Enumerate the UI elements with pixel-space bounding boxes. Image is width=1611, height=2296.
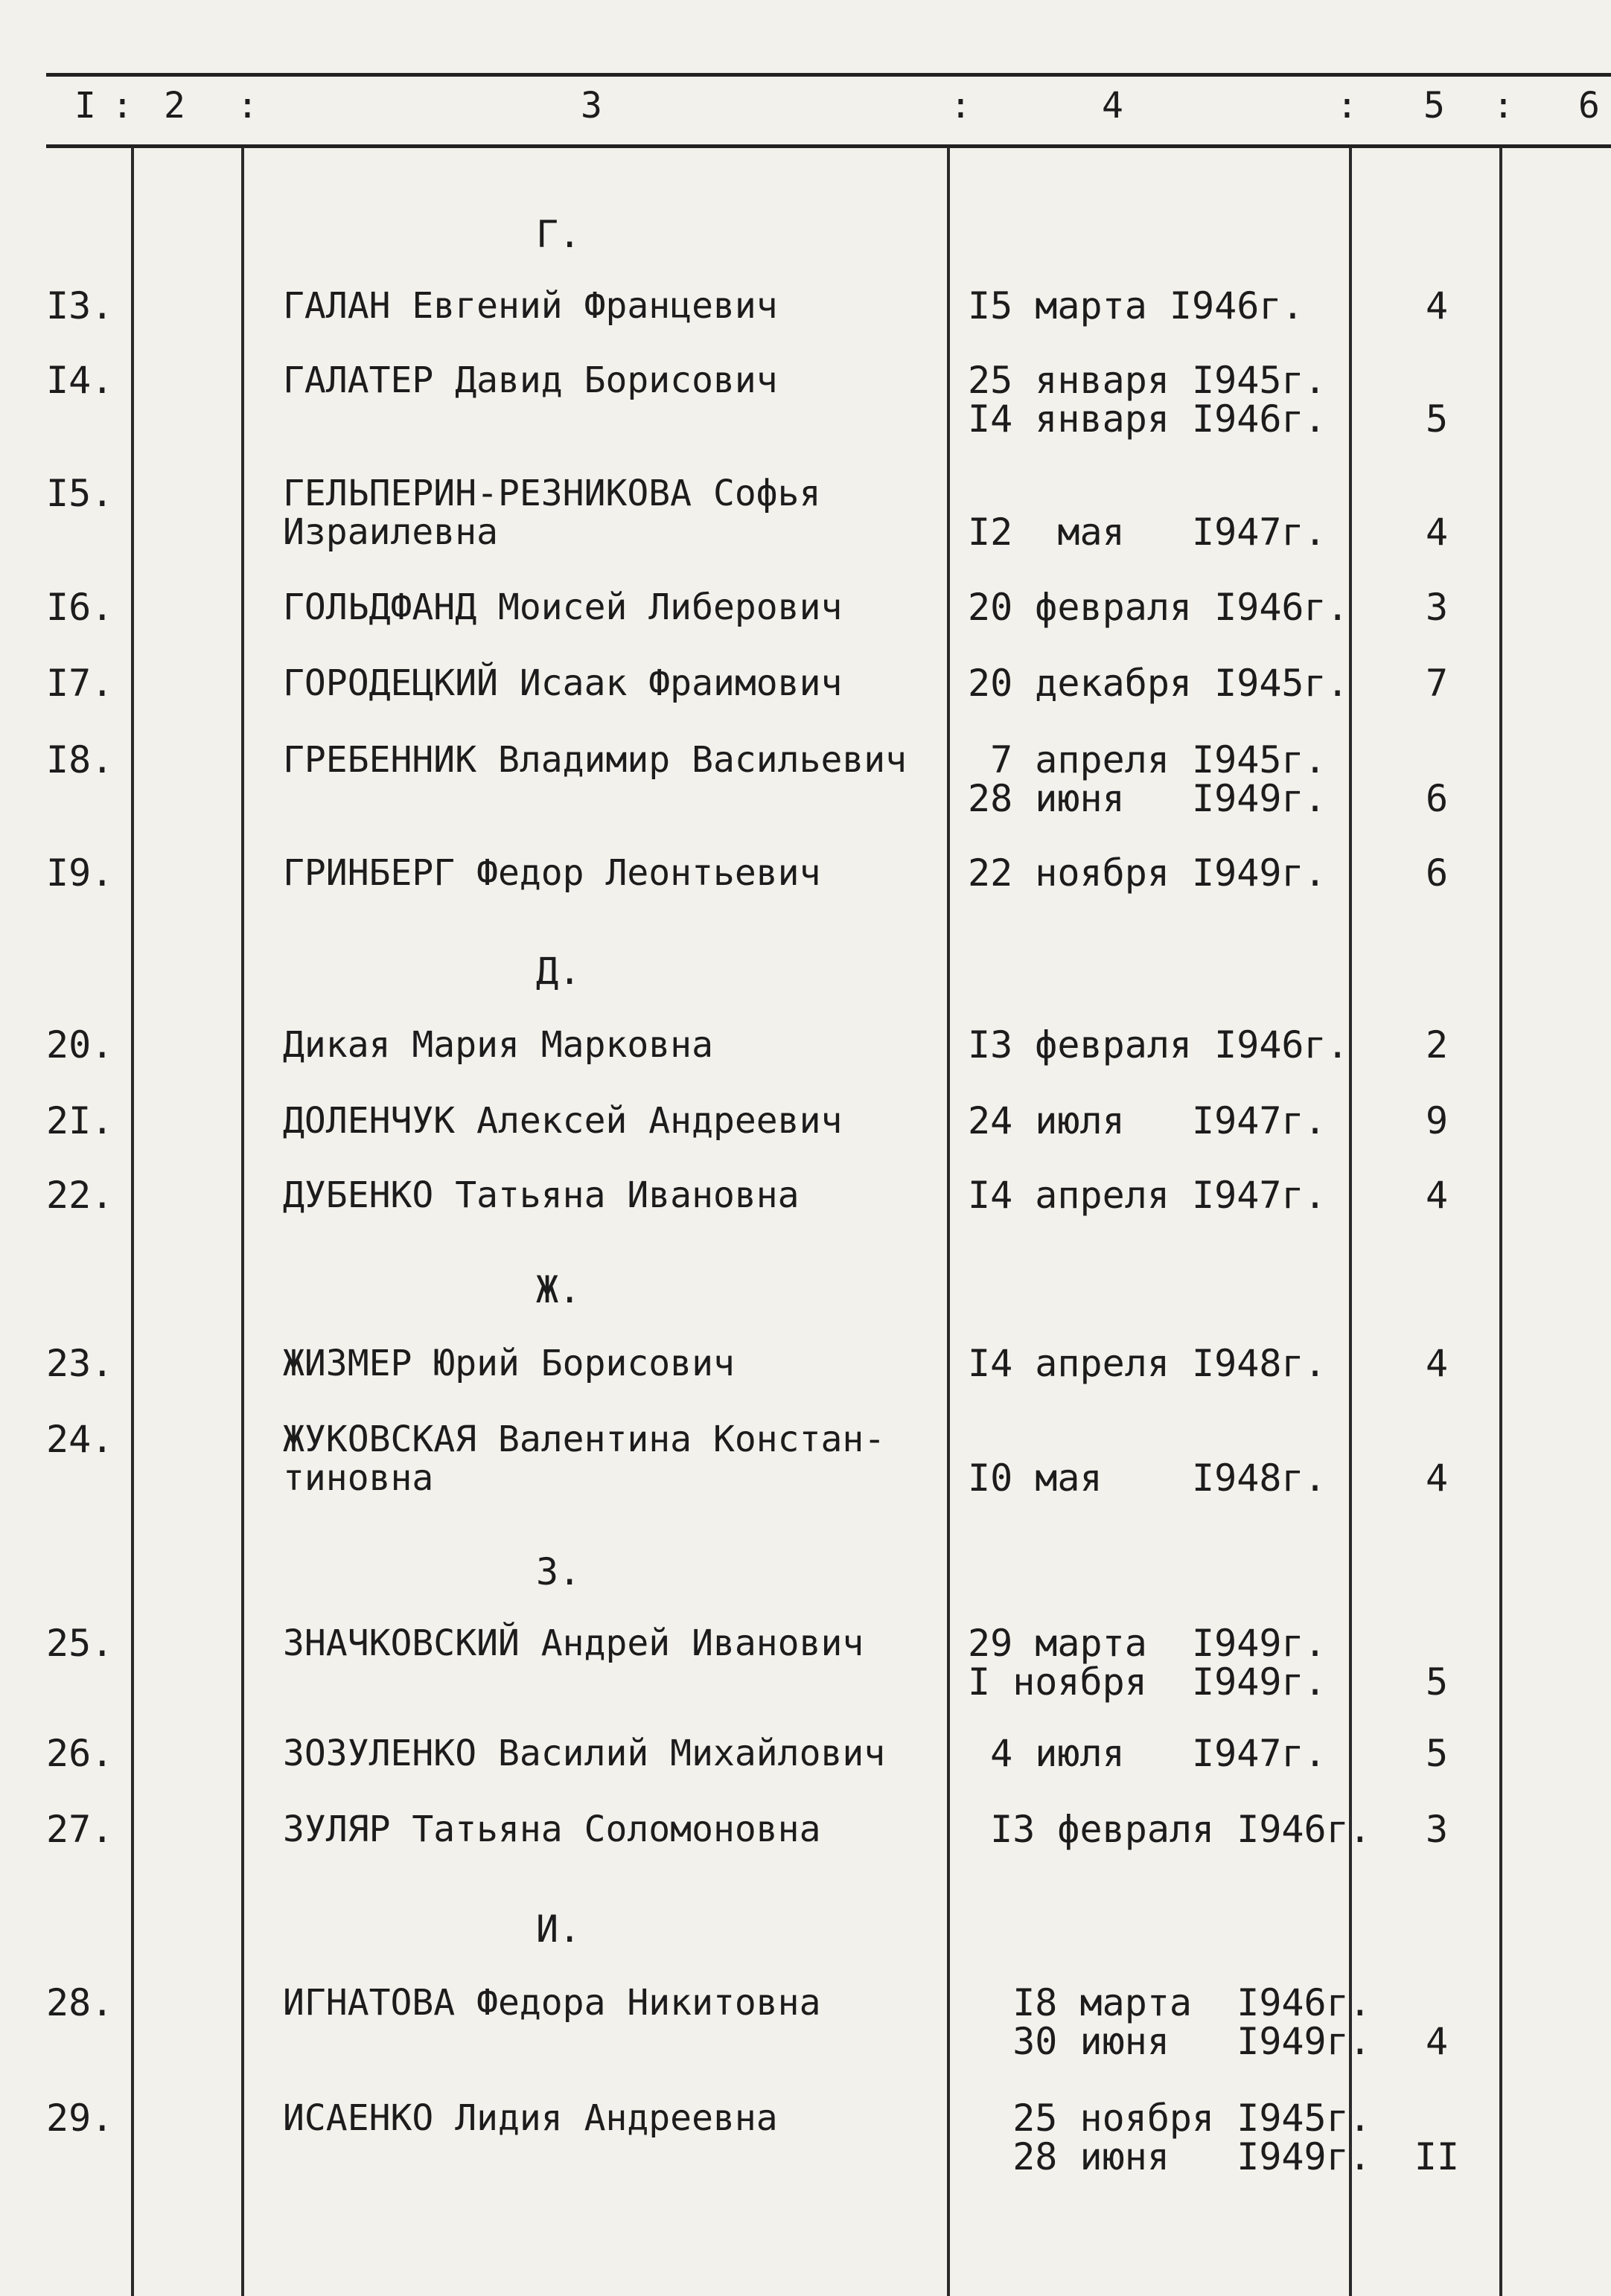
- person-name: ЗУЛЯР Татьяна Соломоновна: [283, 1809, 821, 1850]
- dates: I8 марта I946г. 30 июня I949г.: [968, 1981, 1371, 2063]
- row-number: 22.: [46, 1174, 114, 1217]
- row-number: 29.: [46, 2097, 114, 2140]
- dates: 22 ноября I949г.: [968, 851, 1327, 895]
- row-number: 28.: [46, 1981, 114, 2024]
- dates: I5 марта I946г.: [968, 284, 1304, 327]
- row-number: 27.: [46, 1808, 114, 1851]
- person-name: ДОЛЕНЧУК Алексей Андреевич: [283, 1100, 843, 1142]
- row-number: 20.: [46, 1023, 114, 1067]
- section-letter: Д.: [536, 950, 581, 993]
- col-header-4: 4: [1102, 85, 1123, 127]
- dates: 7 апреля I945г. 28 июня I949г.: [968, 738, 1327, 820]
- col-header-2: 2: [164, 85, 185, 127]
- count: 4: [1425, 1456, 1449, 1500]
- row-number: 26.: [46, 1732, 114, 1775]
- col-header-sep: :: [112, 85, 133, 127]
- section-letter: З.: [536, 1550, 581, 1593]
- person-name: ГАЛАТЕР Давид Борисович: [283, 359, 778, 401]
- column-divider-2-3: [241, 147, 244, 2296]
- count: 2: [1425, 1023, 1449, 1067]
- column-divider-4-5: [1349, 147, 1352, 2296]
- section-letter: Ж.: [536, 1268, 581, 1311]
- row-number: I7.: [46, 662, 114, 705]
- person-name: ГАЛАН Евгений Францевич: [283, 285, 778, 327]
- dates: I2 мая I947г.: [968, 511, 1327, 554]
- row-number: I8.: [46, 738, 114, 781]
- dates: 4 июля I947г.: [968, 1732, 1327, 1775]
- dates: I4 апреля I947г.: [968, 1174, 1327, 1217]
- count: 6: [1425, 851, 1449, 895]
- count: 4: [1425, 2020, 1449, 2063]
- dates: 29 марта I949г. I ноября I949г.: [968, 1622, 1327, 1704]
- person-name: Дикая Мария Марковна: [283, 1024, 713, 1066]
- count: 4: [1425, 284, 1449, 327]
- count: 4: [1425, 1342, 1449, 1385]
- row-number: I3.: [46, 284, 114, 327]
- header-bottom-rule: [46, 144, 1611, 148]
- count: 9: [1425, 1099, 1449, 1142]
- row-number: 25.: [46, 1622, 114, 1665]
- person-name: ГРЕБЕННИК Владимир Васильевич: [283, 739, 907, 781]
- column-divider-1-2: [131, 147, 134, 2296]
- header-top-rule: [46, 73, 1611, 77]
- person-name: ГОРОДЕЦКИЙ Исаак Фраимович: [283, 662, 843, 704]
- row-number: 24.: [46, 1418, 114, 1461]
- col-header-sep: :: [1336, 85, 1358, 127]
- column-divider-3-4: [947, 147, 950, 2296]
- section-letter: И.: [536, 1908, 581, 1951]
- count: 4: [1425, 511, 1449, 554]
- dates: I3 февраля I946г.: [968, 1808, 1371, 1851]
- count: II: [1414, 2135, 1460, 2178]
- dates: 24 июля I947г.: [968, 1099, 1327, 1142]
- row-number: I4.: [46, 359, 114, 402]
- section-letter: Г.: [536, 213, 581, 256]
- person-name: ИГНАТОВА Федора Никитовна: [283, 1982, 821, 2024]
- person-name: ЖИЗМЕР Юрий Борисович: [283, 1343, 735, 1384]
- person-name: ЗНАЧКОВСКИЙ Андрей Иванович: [283, 1622, 864, 1664]
- dates: 20 декабря I945г.: [968, 662, 1349, 705]
- col-header-sep: :: [1493, 85, 1514, 127]
- person-name: ИСАЕНКО Лидия Андреевна: [283, 2097, 778, 2139]
- dates: 20 февраля I946г.: [968, 586, 1349, 629]
- col-header-sep: :: [237, 85, 258, 127]
- col-header-sep: :: [950, 85, 972, 127]
- person-name: ГОЛЬДФАНД Моисей Либерович: [283, 586, 843, 628]
- dates: I0 мая I948г.: [968, 1456, 1327, 1500]
- person-name: ДУБЕНКО Татьяна Ивановна: [283, 1174, 800, 1216]
- count: 7: [1425, 662, 1449, 705]
- count: 5: [1425, 1732, 1449, 1775]
- col-header-6: 6: [1578, 85, 1600, 127]
- col-header-1: I: [74, 85, 96, 127]
- person-name: ГЕЛЬПЕРИН-РЕЗНИКОВА Софья Израилевна: [283, 473, 821, 553]
- row-number: I9.: [46, 851, 114, 895]
- row-number: I5.: [46, 472, 114, 515]
- row-number: I6.: [46, 586, 114, 629]
- person-name: ЖУКОВСКАЯ Валентина Констан- тиновна: [283, 1419, 886, 1499]
- person-name: ЗОЗУЛЕНКО Василий Михайлович: [283, 1733, 886, 1774]
- count: 5: [1425, 397, 1449, 441]
- column-divider-5-6: [1499, 147, 1502, 2296]
- dates: 25 января I945г. I4 января I946г.: [968, 359, 1327, 441]
- dates: I3 февраля I946г.: [968, 1023, 1349, 1067]
- dates: I4 апреля I948г.: [968, 1342, 1327, 1385]
- count: 3: [1425, 586, 1449, 629]
- count: 6: [1425, 777, 1449, 820]
- col-header-5: 5: [1423, 85, 1445, 127]
- count: 4: [1425, 1174, 1449, 1217]
- row-number: 2I.: [46, 1099, 114, 1142]
- person-name: ГРИНБЕРГ Федор Леонтьевич: [283, 852, 821, 894]
- dates: 25 ноября I945г. 28 июня I949г.: [968, 2097, 1371, 2178]
- count: 3: [1425, 1808, 1449, 1851]
- row-number: 23.: [46, 1342, 114, 1385]
- count: 5: [1425, 1660, 1449, 1704]
- col-header-3: 3: [581, 85, 602, 127]
